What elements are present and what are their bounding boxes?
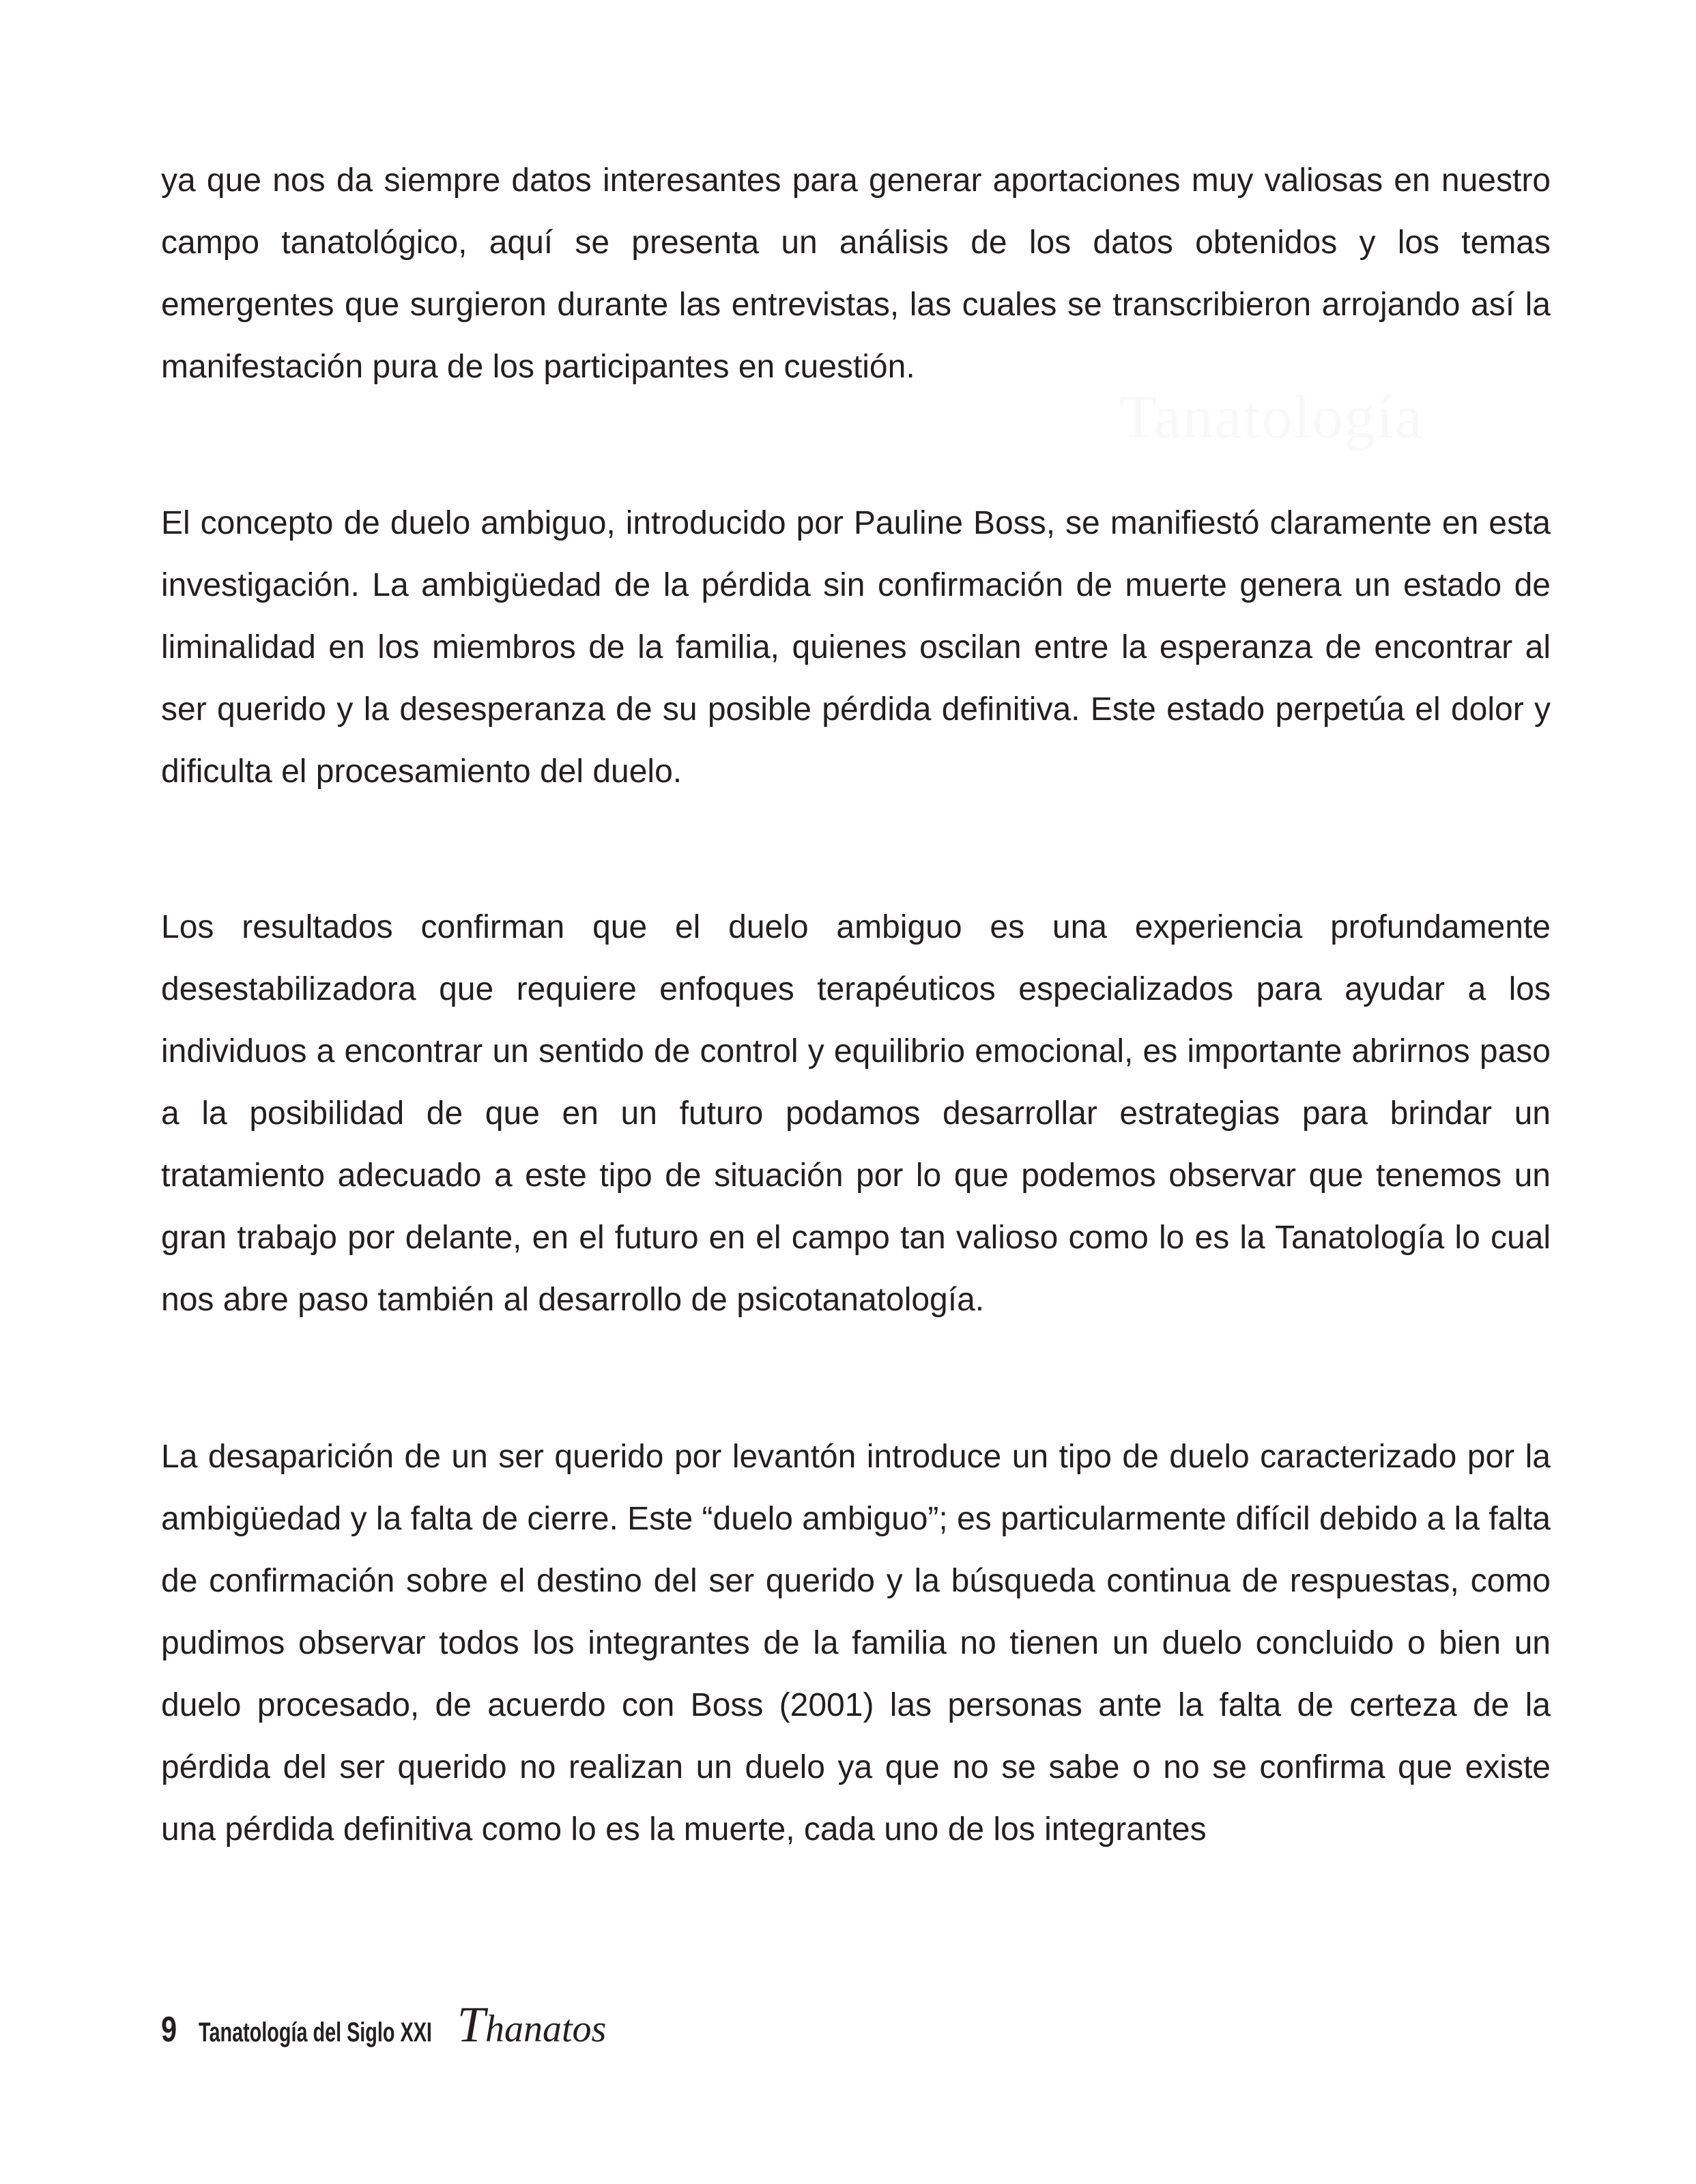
thanatos-logo [457, 1996, 607, 2054]
watermark: Tanatología [1119, 384, 1424, 451]
paragraph-1: ya que nos da siempre datos interesantes para generar aportaciones muy valiosas en nuestro campo tanatológico, aquí se presenta un análisis de los datos obtenidos y los temas emergentes que surgieron durante las entrevistas, las cuales se transcribieron arrojando así la manifestación pura de los participantes en cuestión. [161, 162, 1551, 385]
journal-name: Tanatología del Siglo XXI [198, 2017, 432, 2048]
logo-initial: T [457, 1997, 485, 2053]
paragraph-2: El concepto de duelo ambiguo, introducido por Pauline Boss, se manifiestó claramente en esta investigación. La ambigüedad de la pérdida sin confirmación de muerte genera un estado de liminalidad en los miembros de la familia, quienes oscilan entre la esperanza de encontrar al ser querido y la desesperanza de su posible pérdida definitiva. Este estado perpetúa el dolor y dificulta el procesamiento del duelo. [161, 505, 1551, 790]
paragraph-3: Los resultados confirman que el duelo ambiguo es una experiencia profundamente desestabilizadora que requiere enfoques terapéuticos especializados para ayudar a los individuos a encontrar un sentido de control y equilibrio emocional, es importante abrirnos paso a la posibilidad de que en un futuro podamos desarrollar estrategias para brindar un tratamiento adecuado a este tipo de situación por lo que podemos observar que tenemos un gran trabajo por delante, en el futuro en el campo tan valioso como lo es la Tanatología lo cual nos abre paso también al desarrollo de psicotanatología. [161, 909, 1551, 1318]
logo-rest: hanatos [485, 2008, 607, 2050]
page-number: 9 [161, 2010, 177, 2050]
page-footer [161, 1996, 606, 2051]
paragraph-4: La desaparición de un ser querido por levantón introduce un tipo de duelo caracterizado por la ambigüedad y la falta de cierre. Este “duelo ambiguo”; es particularmente difícil debido a la falta de confirmación sobre el destino del ser querido y la búsqueda continua de respuestas, como pudimos observar todos los integrantes de la familia no tienen un duelo concluido o bien un duelo procesado, de acuerdo con Boss (2001) las personas ante la falta de certeza de la pérdida del ser querido no realizan un duelo ya que no se sabe o no se confirma que existe una pérdida definitiva como lo es la muerte, cada uno de los integrantes [161, 1439, 1551, 1848]
